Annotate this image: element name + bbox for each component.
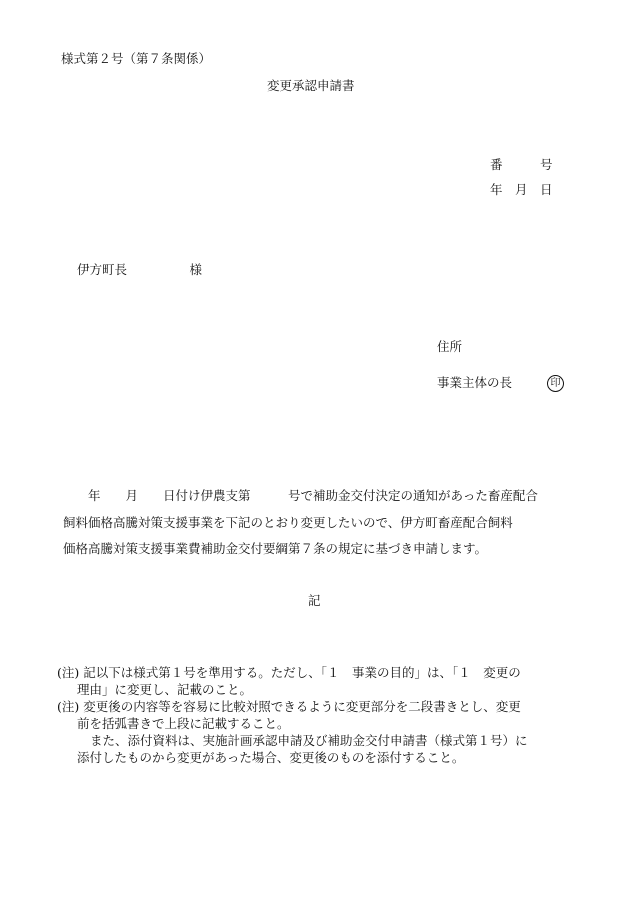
body-line-2: 飼料価格高騰対策支援事業を下記のとおり変更したいので、伊方町畜産配合飼料 — [63, 515, 513, 530]
note-2-line-1: (注) 変更後の内容等を容易に比較対照できるように変更部分を二段書きとし、変更 — [57, 699, 521, 714]
address-label: 住所 — [437, 339, 463, 354]
document-number-label: 番 号 — [490, 157, 553, 172]
note-3-line-2: 添付したものから変更があった場合、変更後のものを添付すること。 — [77, 750, 465, 765]
seal-icon: 印 — [547, 375, 564, 392]
note-2-line-2: 前を括弧書きで上段に記載すること。 — [77, 716, 290, 731]
form-number: 様式第２号（第７条関係） — [61, 51, 212, 66]
ki-heading: 記 — [308, 593, 321, 608]
note-1-line-1: (注) 記以下は様式第１号を準用する。ただし、「１ 事業の目的」は、「１ 変更の — [57, 665, 521, 680]
representative-label: 事業主体の長 — [437, 375, 513, 390]
date-label: 年 月 日 — [490, 182, 553, 197]
body-line-3: 価格高騰対策支援事業費補助金交付要綱第７条の規定に基づき申請します。 — [63, 541, 488, 556]
document-title: 変更承認申請書 — [267, 78, 355, 93]
note-1-line-2: 理由」に変更し、記載のこと。 — [77, 682, 253, 697]
note-3-line-1: また、添付資料は、実施計画承認申請及び補助金交付申請書（様式第１号）に — [90, 733, 528, 748]
body-line-1: 年 月 日付け伊農支第 号で補助金交付決定の通知があった畜産配合 — [88, 488, 538, 503]
addressee: 伊方町長 様 — [77, 262, 203, 277]
